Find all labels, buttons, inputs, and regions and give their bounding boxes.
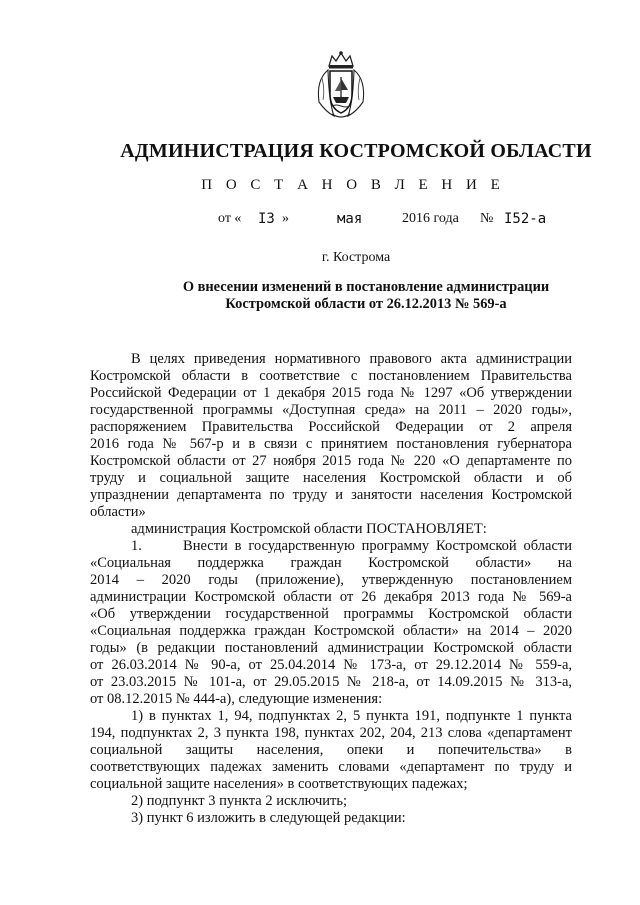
body-line: упразднении департамента по труду и занятости населения Костромской	[90, 487, 572, 503]
body-line: труду и социальной защите населения Костромской области и об	[90, 470, 572, 486]
body-line: 2016 года № 567-р и в связи с принятием постановления губернатора	[90, 436, 572, 452]
body-line: Костромской области от 27 ноября 2015 года № 220 «О департаменте по	[90, 453, 572, 469]
date-number-line	[0, 211, 640, 231]
date-day: I3	[258, 211, 275, 227]
body-line: «Социальная поддержка граждан Костромской области» на 2014 – 2020	[90, 623, 572, 639]
city-line: г. Кострома	[321, 250, 391, 265]
date-close-quote: »	[282, 211, 289, 226]
document-type-heading: П О С Т А Н О В Л Е Н И Е	[201, 177, 505, 193]
coat-of-arms-emblem	[312, 50, 370, 120]
date-prefix: от «	[218, 211, 242, 226]
body-line: 1. Внести в государственную программу Костромской области	[131, 538, 572, 554]
document-number: I52-а	[504, 211, 547, 227]
body-line: государственной программы «Доступная среда» на 2011 – 2020 годы»,	[90, 402, 572, 418]
date-month: мая	[337, 211, 363, 227]
body-line: области»	[90, 504, 146, 520]
body-line: 194, подпунктах 2, 3 пункта 198, пунктах 202, 204, 213 слова «департамент	[90, 725, 572, 741]
body-line: 3) пункт 6 изложить в следующей редакции:	[131, 810, 406, 826]
body-line: 1) в пунктах 1, 94, подпунктах 2, 5 пункта 191, подпункте 1 пункта	[131, 708, 572, 724]
body-line: администрация Костромской области ПОСТАНОВЛЯЕТ:	[131, 521, 487, 537]
body-line: В целях приведения нормативного правового акта администрации	[131, 351, 572, 367]
body-line: годы» (в редакции постановлений администрации Костромской области	[90, 640, 572, 656]
body-line: социальной защите населения» в соответствующих падежах;	[90, 776, 468, 792]
body-line: от 26.03.2014 № 90-а, от 25.04.2014 № 173-а, от 29.12.2014 № 559-а,	[90, 657, 572, 673]
body-line: социальной защиты населения, опеки и попечительства» в	[90, 742, 572, 758]
date-year: 2016 года	[402, 211, 459, 226]
title-line: О внесении изменений в постановление администрации	[182, 279, 550, 295]
body-line: 2) подпункт 3 пункта 2 исключить;	[131, 793, 347, 809]
title-line: Костромской области от 26.12.2013 № 569-а	[225, 296, 507, 312]
body-line: соответствующих падежах заменить словами «департамент по труду и	[90, 759, 572, 775]
body-line: от 23.03.2015 № 101-а, от 29.05.2015 № 218-а, от 14.09.2015 № 313-а,	[90, 674, 572, 690]
body-line: администрации Костромской области от 26 декабря 2013 года № 569-а	[90, 589, 572, 605]
body-line: 2014 – 2020 годы (приложение), утвержденную постановлением	[90, 572, 572, 588]
body-line: Российской Федерации от 1 декабря 2015 года № 1297 «Об утверждении	[90, 385, 572, 401]
number-sign: №	[480, 211, 494, 226]
body-line: «Социальная поддержка граждан Костромской области» на	[90, 555, 572, 571]
body-line: «Об утверждении государственной программы Костромской области	[90, 606, 572, 622]
body-line: распоряжением Правительства Российской Федерации от 2 апреля	[90, 419, 572, 435]
organization-heading: АДМИНИСТРАЦИЯ КОСТРОМСКОЙ ОБЛАСТИ	[120, 140, 592, 162]
document-title	[160, 279, 572, 313]
body-line: Костромской области в соответствие с постановлением Правительства	[90, 368, 572, 384]
body-line: от 08.12.2015 № 444-а), следующие изменения:	[90, 691, 383, 707]
